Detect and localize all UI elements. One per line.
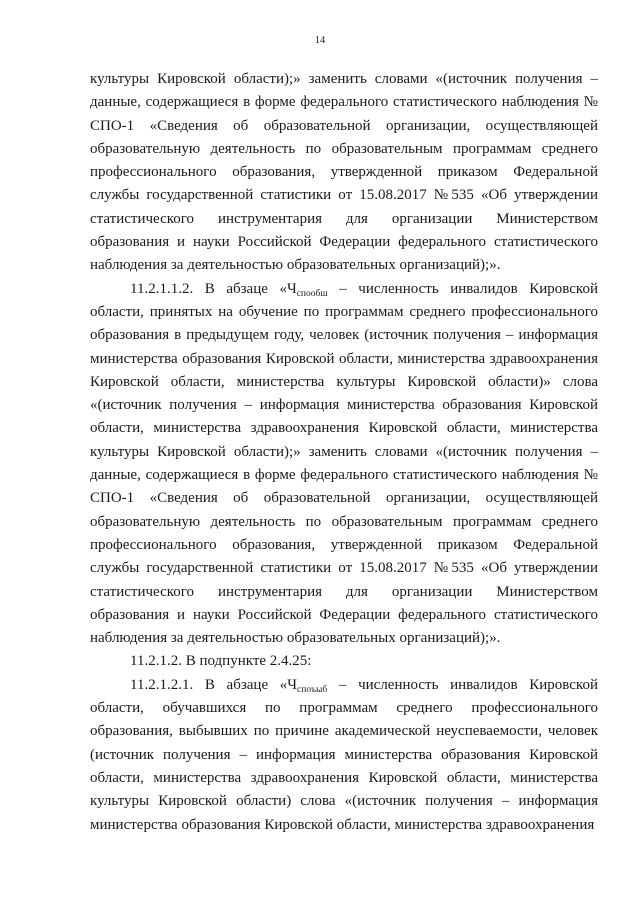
paragraph-text: – численность инвалидов Кировской области, обучавшихся по программам среднего профессионального образования, выбывших по причине академической неуспеваемости, человек (источник получения – информация министерства образования Кировской области, министерства здравоохранения Кировской области, министерства культуры Кировской области) слова «(источник получения – информация министерства образования Кировской области, министерства здравоохранения: [90, 676, 598, 833]
paragraph-text: культуры Кировской области);» заменить словами «(источник получения – данные, содержащиеся в форме федерального статистического наблюдения № СПО-1 «Сведения об образовательной организации, осуществляющей образовательную деятельность по образовательным программам среднего профессионального образования, утвержденной приказом Федеральной службы государственной статистики от 15.08.2017 №535 «Об утверждении статистического инструментария для организации Министерством образования и науки Российской Федерации федерального статистического наблюдения за деятельностью образовательных организаций);».: [90, 71, 598, 274]
paragraph-text: 11.2.1.1.2. В абзаце «Ч: [130, 280, 297, 297]
paragraph: [90, 68, 598, 278]
paragraph-text: 11.2.1.2.1. В абзаце «Ч: [130, 676, 298, 693]
paragraph-text: – численность инвалидов Кировской области, принятых на обучение по программам среднего профессионального образования в предыдущем году, человек (источник получения – информация министерства образования Кировской области, министерства здравоохранения Кировской области, министерства культуры Кировской области)» слова «(источник получения – информация министерства образования Кировской области, министерства здравоохранения Кировской области, министерства культуры Кировской области);» заменить словами «(источник получения – данные, содержащиеся в форме федерального статистического наблюдения № СПО-1 «Сведения об образовательной организации, осуществляющей образовательную деятельность по образовательным программам среднего профессионального образования, утвержденной приказом Федеральной службы государственной статистики от 15.08.2017 №535 «Об утверждении статистического инструментария для организации Министерством образования и науки Российской Федерации федерального статистического наблюдения за деятельностью образовательных организаций);».: [90, 280, 598, 647]
paragraph-text: 11.2.1.2. В подпункте 2.4.25:: [130, 653, 312, 670]
paragraph: [90, 278, 598, 651]
document-body: [90, 68, 598, 837]
paragraph: [90, 674, 598, 837]
subscript-index: спообш: [296, 288, 328, 299]
subscript-index: споъыб: [297, 684, 328, 695]
paragraph: [90, 650, 598, 673]
page-number: 14: [314, 35, 326, 46]
